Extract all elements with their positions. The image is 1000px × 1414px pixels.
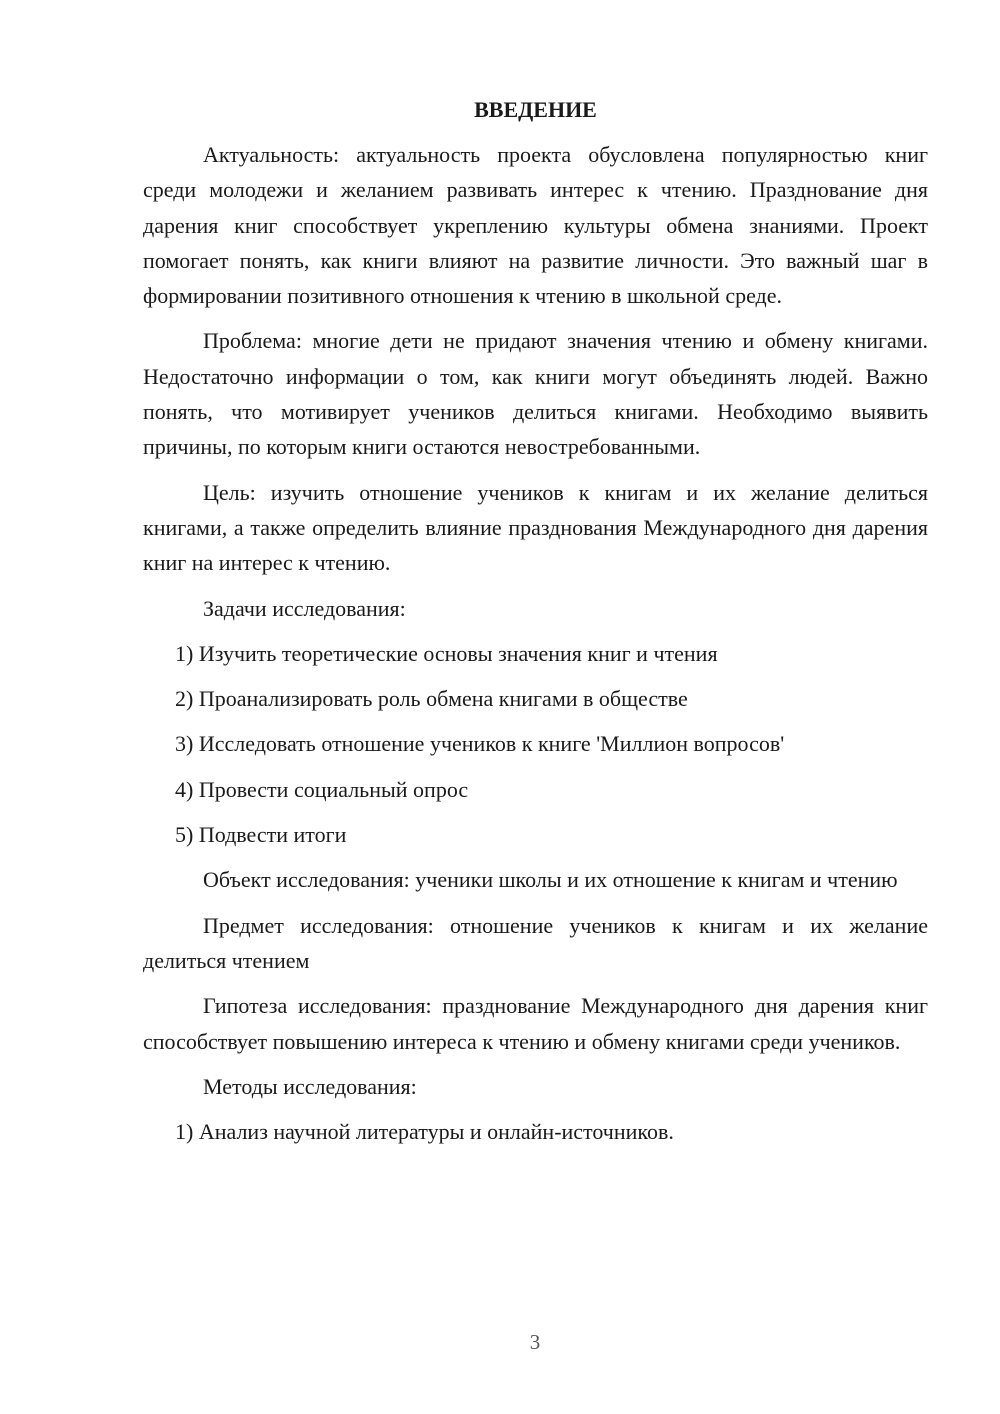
task-item: 2) Проанализировать роль обмена книгами в обществе	[175, 686, 688, 712]
task-item: 1) Изучить теоретические основы значения книг и чтения	[175, 640, 718, 666]
method-item: 1) Анализ научной литературы и онлайн-источников.	[175, 1119, 674, 1145]
object-paragraph: Объект исследования: ученики школы и их отношение к книгам и чтению	[203, 867, 898, 893]
document-page	[143, 92, 928, 1159]
task-item: 5) Подвести итоги	[175, 822, 347, 848]
problem-paragraph: Проблема: многие дети не придают значения чтению и обмену книгами. Недостаточно информации о том, как книги могут объединять людей. Важно понять, что мотивирует учеников делиться книгами. Необходимо выявить причины, по которым книги остаются невостребованными.	[143, 328, 928, 460]
subject-paragraph: Предмет исследования: отношение учеников к книгам и их желание делиться чтением	[143, 912, 928, 973]
page-number: 3	[529, 1330, 541, 1354]
task-item: 3) Исследовать отношение учеников к книге 'Миллион вопросов'	[175, 731, 785, 757]
hypothesis-paragraph: Гипотеза исследования: празднование Международного дня дарения книг способствует повышению интереса к чтению и обмену книгами среди учеников.	[143, 993, 928, 1054]
tasks-heading: Задачи исследования:	[203, 595, 406, 621]
goal-paragraph: Цель: изучить отношение учеников к книгам и их желание делиться книгами, а также определить влияние празднования Международного дня дарения книг на интерес к чтению.	[143, 479, 928, 576]
section-title: ВВЕДЕНИЕ	[474, 97, 597, 122]
task-item: 4) Провести социальный опрос	[175, 776, 469, 802]
relevance-paragraph: Актуальность: актуальность проекта обусловлена популярностью книг среди молодежи и желанием развивать интерес к чтению. Празднование дня дарения книг способствует укреплению культуры обмена знаниями. Проект помогает понять, как книги влияют на развитие личности. Это важный шаг в формировании позитивного отношения к чтению в школьной среде.	[143, 142, 928, 309]
methods-heading: Методы исследования:	[203, 1073, 417, 1099]
